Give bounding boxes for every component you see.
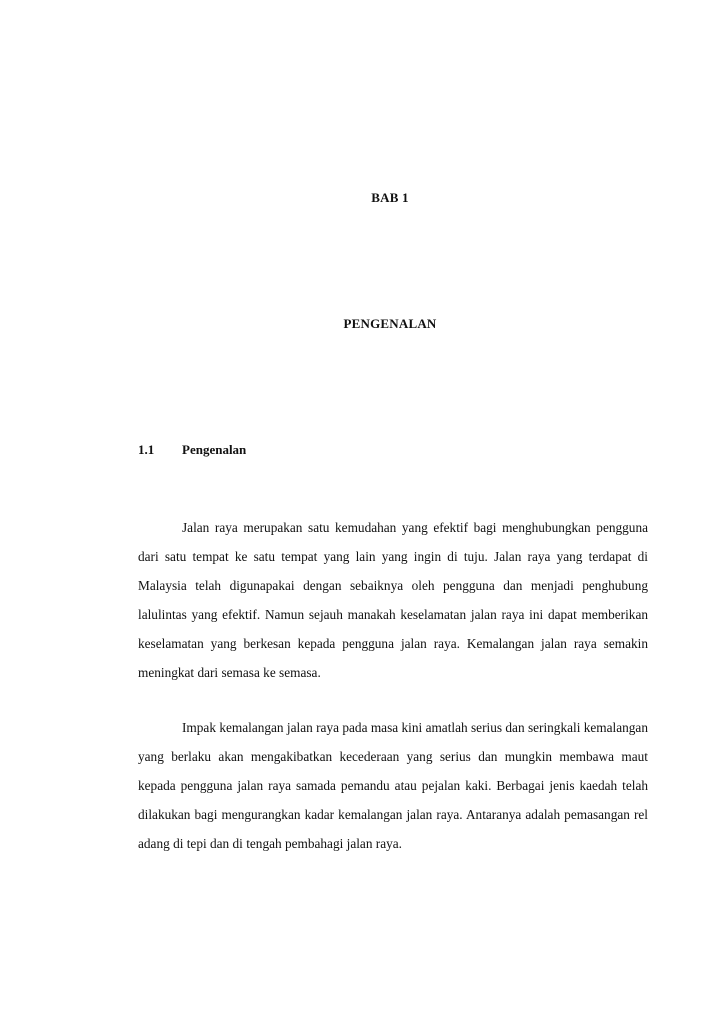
chapter-title: PENGENALAN (343, 316, 437, 331)
section-heading (138, 442, 246, 458)
section-number: 1.1 (138, 442, 155, 457)
chapter-number: BAB 1 (371, 190, 409, 205)
body-paragraph-2: Impak kemalangan jalan raya pada masa kini amatlah serius dan seringkali kemalangan yang berlaku akan mengakibatkan kecederaan yang serius dan mungkin membawa maut kepada pengguna jalan raya samada pemandu atau pejalan kaki. Berbagai jenis kaedah telah dilakukan bagi mengurangkan kadar kemalangan jalan raya. Antaranya adalah pemasangan rel adang di tepi dan di tengah pembahagi jalan raya. (138, 720, 648, 851)
section-title: Pengenalan (182, 442, 247, 457)
body-paragraph-1: Jalan raya merupakan satu kemudahan yang efektif bagi menghubungkan pengguna dari satu tempat ke satu tempat yang lain yang ingin di tuju. Jalan raya yang terdapat di Malaysia telah digunapakai dengan sebaiknya oleh pengguna dan menjadi penghubung lalulintas yang efektif. Namun sejauh manakah keselamatan jalan raya ini dapat memberikan keselamatan yang berkesan kepada pengguna jalan raya. Kemalangan jalan raya semakin meningkat dari semasa ke semasa. (138, 520, 648, 680)
